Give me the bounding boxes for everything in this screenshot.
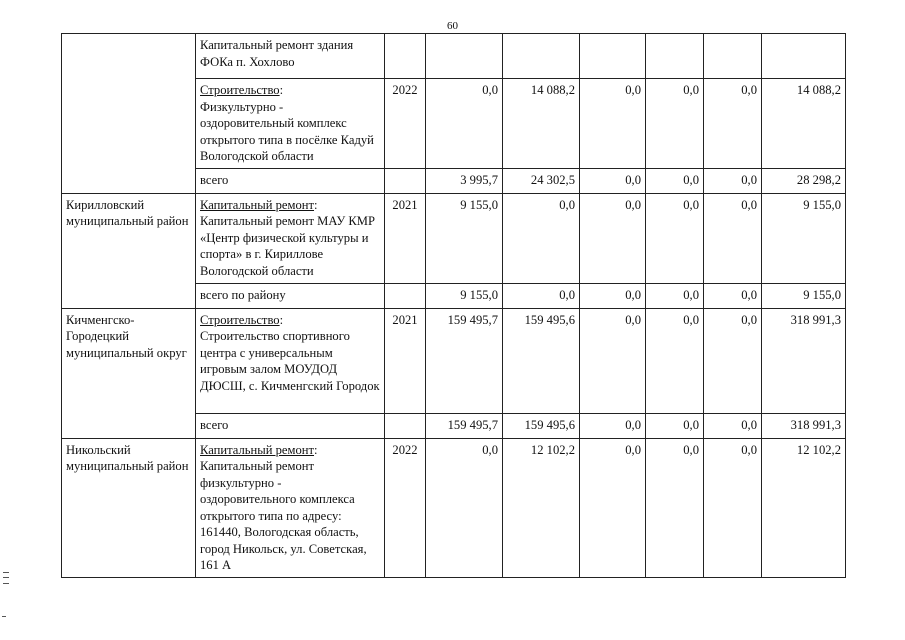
- value-cell: 9 155,0: [426, 193, 503, 283]
- total-cell: 9 155,0: [762, 193, 846, 283]
- year-cell: [385, 168, 426, 193]
- object-description: Строительство спортивного центра с универсальным игровым залом МОУДОД ДЮСШ, с. Кичменгский Городок: [200, 329, 380, 393]
- table-row: [62, 34, 846, 79]
- value-cell: 0,0: [580, 168, 646, 193]
- year-cell: 2022: [385, 438, 426, 577]
- year-cell: 2022: [385, 79, 426, 169]
- value-cell: 0,0: [580, 413, 646, 438]
- value-cell: 0,0: [426, 438, 503, 577]
- work-type-label: Строительство: [200, 312, 280, 327]
- value-cell: 159 495,7: [426, 308, 503, 413]
- value-cell: 0,0: [646, 193, 704, 283]
- value-cell: 0,0: [704, 79, 762, 169]
- value-cell: [580, 34, 646, 79]
- scan-margin-mark: [3, 572, 9, 584]
- year-cell: 2021: [385, 308, 426, 413]
- year-cell: 2021: [385, 193, 426, 283]
- district-cell: Кичменгско-Городецкий муниципальный округ: [62, 308, 196, 438]
- value-cell: [503, 34, 580, 79]
- year-cell: [385, 413, 426, 438]
- value-cell: 0,0: [646, 168, 704, 193]
- value-cell: [704, 34, 762, 79]
- table-row: [62, 308, 846, 413]
- year-cell: [385, 34, 426, 79]
- object-description: Капитальный ремонт МАУ КМР «Центр физической культуры и спорта» в г. Кириллове Вологодской области: [200, 214, 376, 278]
- value-cell: 159 495,6: [503, 308, 580, 413]
- value-cell: 0,0: [646, 413, 704, 438]
- total-cell: 28 298,2: [762, 168, 846, 193]
- table-row: [62, 438, 846, 577]
- district-cell: [62, 34, 196, 194]
- total-cell: 9 155,0: [762, 283, 846, 308]
- value-cell: 0,0: [704, 438, 762, 577]
- object-description: Физкультурно - оздоровительный комплекс открытого типа в посёлке Кадуй Вологодской области: [200, 99, 374, 163]
- total-cell: 12 102,2: [762, 438, 846, 577]
- value-cell: 159 495,6: [503, 413, 580, 438]
- total-cell: [762, 34, 846, 79]
- object-cell: Строительство: Физкультурно - оздоровительный комплекс открытого типа в посёлке Кадуй Вологодской области: [196, 79, 385, 169]
- value-cell: 0,0: [503, 283, 580, 308]
- value-cell: 0,0: [580, 438, 646, 577]
- object-cell: Капитальный ремонт: Капитальный ремонт МАУ КМР «Центр физической культуры и спорта» в г. Кириллове Вологодской области: [196, 193, 385, 283]
- page-number: 60: [447, 20, 458, 32]
- work-type-label: Капитальный ремонт: [200, 442, 315, 457]
- work-type-label: Капитальный ремонт: [200, 197, 315, 212]
- value-cell: 9 155,0: [426, 283, 503, 308]
- value-cell: 0,0: [580, 308, 646, 413]
- value-cell: [426, 34, 503, 79]
- value-cell: 0,0: [580, 193, 646, 283]
- subtotal-label: всего по району: [196, 283, 385, 308]
- object-description: Капитальный ремонт здания ФОКа п. Хохлово: [200, 38, 354, 69]
- total-cell: 14 088,2: [762, 79, 846, 169]
- value-cell: 159 495,7: [426, 413, 503, 438]
- total-cell: 318 991,3: [762, 308, 846, 413]
- object-cell: Капитальный ремонт: Капитальный ремонт физкультурно - оздоровительного комплекса открытого типа по адресу: 161440, Вологодская область, город Никольск, ул. Советская, 161 А: [196, 438, 385, 577]
- value-cell: 0,0: [580, 283, 646, 308]
- funding-table: [61, 33, 846, 578]
- value-cell: 0,0: [503, 193, 580, 283]
- value-cell: 0,0: [646, 79, 704, 169]
- value-cell: 0,0: [646, 283, 704, 308]
- table-row: [62, 193, 846, 283]
- district-cell: Никольский муниципальный район: [62, 438, 196, 577]
- value-cell: 0,0: [704, 308, 762, 413]
- value-cell: [646, 34, 704, 79]
- value-cell: 0,0: [704, 283, 762, 308]
- value-cell: 0,0: [646, 308, 704, 413]
- value-cell: 0,0: [704, 413, 762, 438]
- object-description: Капитальный ремонт физкультурно - оздоровительного комплекса открытого типа по адресу: 161440, Вологодская область, город Никольск, ул. Советская, 161 А: [200, 459, 367, 572]
- year-cell: [385, 283, 426, 308]
- value-cell: 0,0: [704, 193, 762, 283]
- subtotal-label: всего: [196, 168, 385, 193]
- value-cell: 0,0: [580, 79, 646, 169]
- value-cell: 0,0: [646, 438, 704, 577]
- value-cell: 3 995,7: [426, 168, 503, 193]
- object-cell: Строительство: Строительство спортивного центра с универсальным игровым залом МОУДОД ДЮСШ, с. Кичменгский Городок: [196, 308, 385, 413]
- value-cell: 14 088,2: [503, 79, 580, 169]
- value-cell: 24 302,5: [503, 168, 580, 193]
- value-cell: 0,0: [704, 168, 762, 193]
- subtotal-label: всего: [196, 413, 385, 438]
- total-cell: 318 991,3: [762, 413, 846, 438]
- scan-margin-dot: [2, 616, 6, 617]
- object-cell: [196, 34, 385, 79]
- district-cell: Кирилловский муниципальный район: [62, 193, 196, 308]
- value-cell: 0,0: [426, 79, 503, 169]
- work-type-label: Строительство: [200, 83, 280, 97]
- value-cell: 12 102,2: [503, 438, 580, 577]
